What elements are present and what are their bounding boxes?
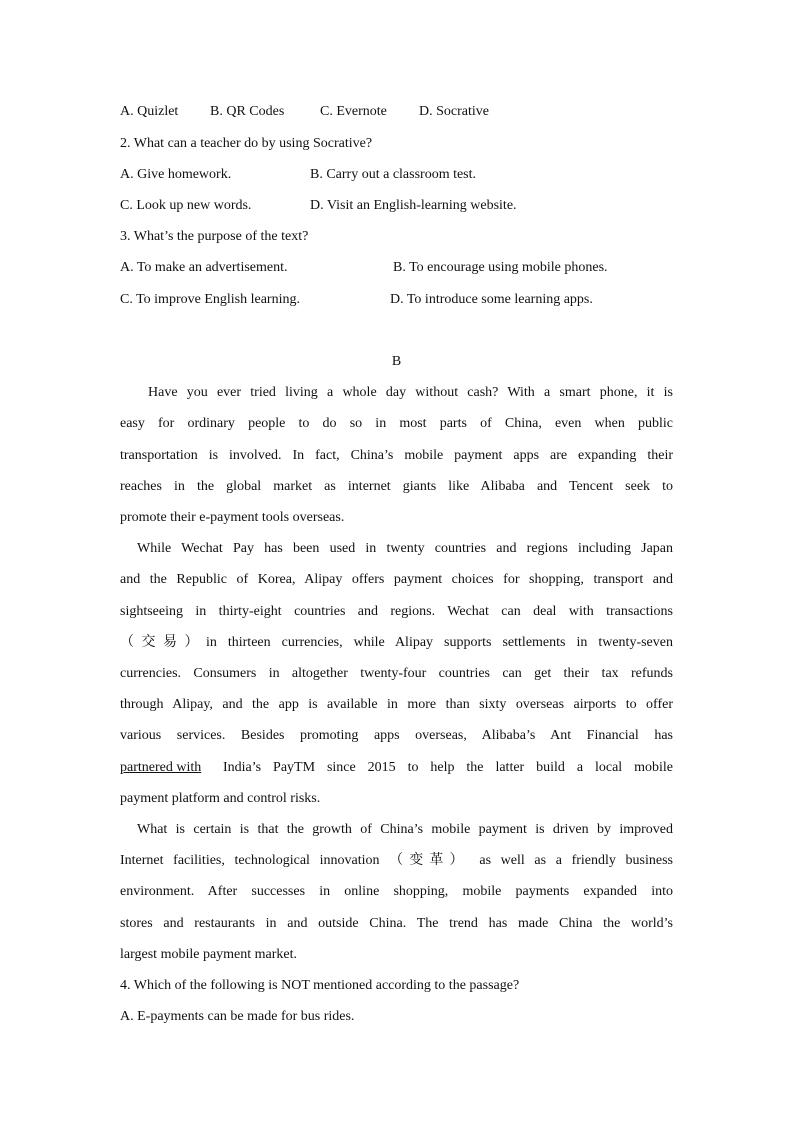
paragraph-1-line: promote their e-payment tools overseas. (120, 510, 345, 525)
underlined-phrase: partnered with (120, 760, 202, 775)
q4-stem: 4. Which of the following is NOT mentioned according to the passage? (120, 978, 520, 993)
paragraph-3-line: stores and restaurants in and outside China. The trend has made China the world’s (120, 916, 673, 931)
q1-option-a[interactable]: A. Quizlet (120, 104, 179, 119)
paragraph-1-line: easy for ordinary people to do so in most parts of China, even when public (120, 416, 673, 431)
paragraph-2-line: and the Republic of Korea, Alipay offers payment choices for shopping, transport and (120, 572, 673, 587)
q1-option-b[interactable]: B. QR Codes (210, 104, 285, 119)
paragraph-1-line: Have you ever tried living a whole day without cash? With a smart phone, it is (148, 385, 673, 400)
paragraph-3-line: largest mobile payment market. (120, 947, 298, 962)
q2-option-d[interactable]: D. Visit an English-learning website. (310, 198, 517, 213)
q3-option-b[interactable]: B. To encourage using mobile phones. (393, 260, 608, 275)
paragraph-3-line: What is certain is that the growth of China’s mobile payment is driven by improved (137, 822, 673, 837)
q3-stem: 3. What’s the purpose of the text? (120, 229, 309, 244)
q1-option-c[interactable]: C. Evernote (320, 104, 387, 119)
q2-option-c[interactable]: C. Look up new words. (120, 198, 252, 213)
paragraph-2-line: payment platform and control risks. (120, 791, 321, 806)
paragraph-2-line: through Alipay, and the app is available in more than sixty overseas airports to offer (120, 697, 673, 712)
q2-option-a[interactable]: A. Give homework. (120, 167, 232, 182)
paragraph-1-line: reaches in the global market as internet giants like Alibaba and Tencent seek to (120, 479, 673, 494)
q1-option-d[interactable]: D. Socrative (419, 104, 489, 119)
q2-option-b[interactable]: B. Carry out a classroom test. (310, 167, 477, 182)
q2-stem: 2. What can a teacher do by using Socrative? (120, 136, 373, 151)
paragraph-2-line: （交易）in thirteen currencies, while Alipay supports settlements in twenty-seven (120, 635, 673, 650)
section-heading: B (391, 354, 402, 369)
paragraph-1-line: transportation is involved. In fact, China’s mobile payment apps are expanding their (120, 448, 673, 463)
paragraph-2-line: various services. Besides promoting apps overseas, Alibaba’s Ant Financial has (120, 728, 673, 743)
q3-option-a[interactable]: A. To make an advertisement. (120, 260, 288, 275)
q3-option-d[interactable]: D. To introduce some learning apps. (390, 292, 593, 307)
paragraph-3-line: environment. After successes in online shopping, mobile payments expanded into (120, 884, 673, 899)
paragraph-2-line: While Wechat Pay has been used in twenty countries and regions including Japan (137, 541, 673, 556)
paragraph-3-line: Internet facilities, technological innovation （变革） as well as a friendly business (120, 853, 673, 868)
q4-option-a[interactable]: A. E-payments can be made for bus rides. (120, 1009, 355, 1024)
paragraph-2-line: currencies. Consumers in altogether twenty-four countries can get their tax refunds (120, 666, 673, 681)
q3-option-c[interactable]: C. To improve English learning. (120, 292, 300, 307)
paragraph-2-line: sightseeing in thirty-eight countries and regions. Wechat can deal with transactions (120, 604, 673, 619)
paragraph-2-line: India’s PayTM since 2015 to help the latter build a local mobile (223, 760, 673, 775)
